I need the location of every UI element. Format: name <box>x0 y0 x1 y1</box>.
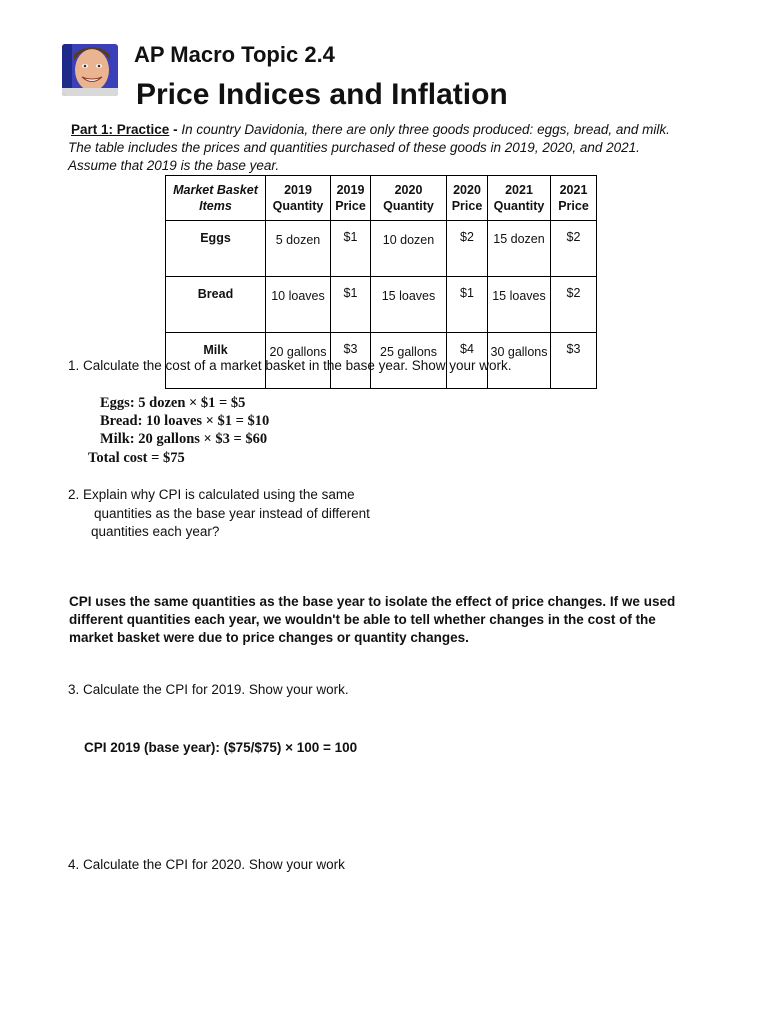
answer-2-line: CPI uses the same quantities as the base year to isolate the effect of price changes. If we used <box>69 594 676 609</box>
table-header: 2019 Price <box>331 176 371 221</box>
table-cell: $2 <box>551 221 597 277</box>
answer-1-line: Eggs: 5 dozen × $1 = $5 <box>100 395 246 411</box>
table-cell: 10 dozen <box>371 221 447 277</box>
table-header: 2020 Quantity <box>371 176 447 221</box>
table-cell: 20 gallons <box>266 333 331 389</box>
table-header: 2019 Quantity <box>266 176 331 221</box>
table-cell: $3 <box>331 333 371 389</box>
answer-1-line: Bread: 10 loaves × $1 = $10 <box>100 413 270 429</box>
table-cell: 10 loaves <box>266 277 331 333</box>
table-header: 2021 Quantity <box>488 176 551 221</box>
part-label: Part 1: Practice <box>71 122 170 137</box>
table-cell: 5 dozen <box>266 221 331 277</box>
table-cell: Bread <box>166 277 266 333</box>
part-dash: - <box>173 122 178 137</box>
table-cell: $1 <box>331 277 371 333</box>
table-cell: $4 <box>447 333 488 389</box>
table-header-row <box>166 176 597 221</box>
answer-3: CPI 2019 (base year): ($75/$75) × 100 = 100 <box>84 740 358 755</box>
table-cell: $1 <box>447 277 488 333</box>
table-cell: $2 <box>551 277 597 333</box>
table-cell: $2 <box>447 221 488 277</box>
topic-heading: AP Macro Topic 2.4 <box>134 42 335 67</box>
table-header: 2021 Price <box>551 176 597 221</box>
table-header: 2020 Price <box>447 176 488 221</box>
table-cell: $1 <box>331 221 371 277</box>
question-2-line: quantities each year? <box>91 524 220 539</box>
question-4: 4. Calculate the CPI for 2020. Show your work <box>68 857 345 872</box>
answer-1-total: Total cost = $75 <box>88 450 185 466</box>
table-row <box>166 277 597 333</box>
table-cell: 15 dozen <box>488 221 551 277</box>
table-header: Market Basket Items <box>166 176 266 221</box>
teacher-avatar <box>62 44 118 96</box>
table-cell: 25 gallons <box>371 333 447 389</box>
answer-1-line: Milk: 20 gallons × $3 = $60 <box>100 431 268 447</box>
table-cell: 15 loaves <box>488 277 551 333</box>
question-3: 3. Calculate the CPI for 2019. Show your work. <box>68 682 349 697</box>
table-row <box>166 221 597 277</box>
intro-text: In country Davidonia, there are only three goods produced: eggs, bread, and milk. The table includes the prices and quantities purchased of these goods in 2019, 2020, and 2021. Assume that 2019 is the base year. <box>68 122 670 173</box>
page-title: Price Indices and Inflation <box>136 78 508 111</box>
table-cell: Milk <box>166 333 266 389</box>
table-cell: 15 loaves <box>371 277 447 333</box>
question-2-line: 2. Explain why CPI is calculated using the same <box>68 487 355 502</box>
question-1: 1. Calculate the cost of a market basket in the base year. Show your work. <box>68 358 512 373</box>
intro-paragraph <box>68 121 678 175</box>
answer-2-line: different quantities each year, we wouldn't be able to tell whether changes in the cost of the <box>69 612 656 627</box>
question-2-line: quantities as the base year instead of different <box>94 506 370 521</box>
table-cell: Eggs <box>166 221 266 277</box>
table-cell: $3 <box>551 333 597 389</box>
answer-2-line: market basket were due to price changes or quantity changes. <box>69 630 469 645</box>
table-cell: 30 gallons <box>488 333 551 389</box>
